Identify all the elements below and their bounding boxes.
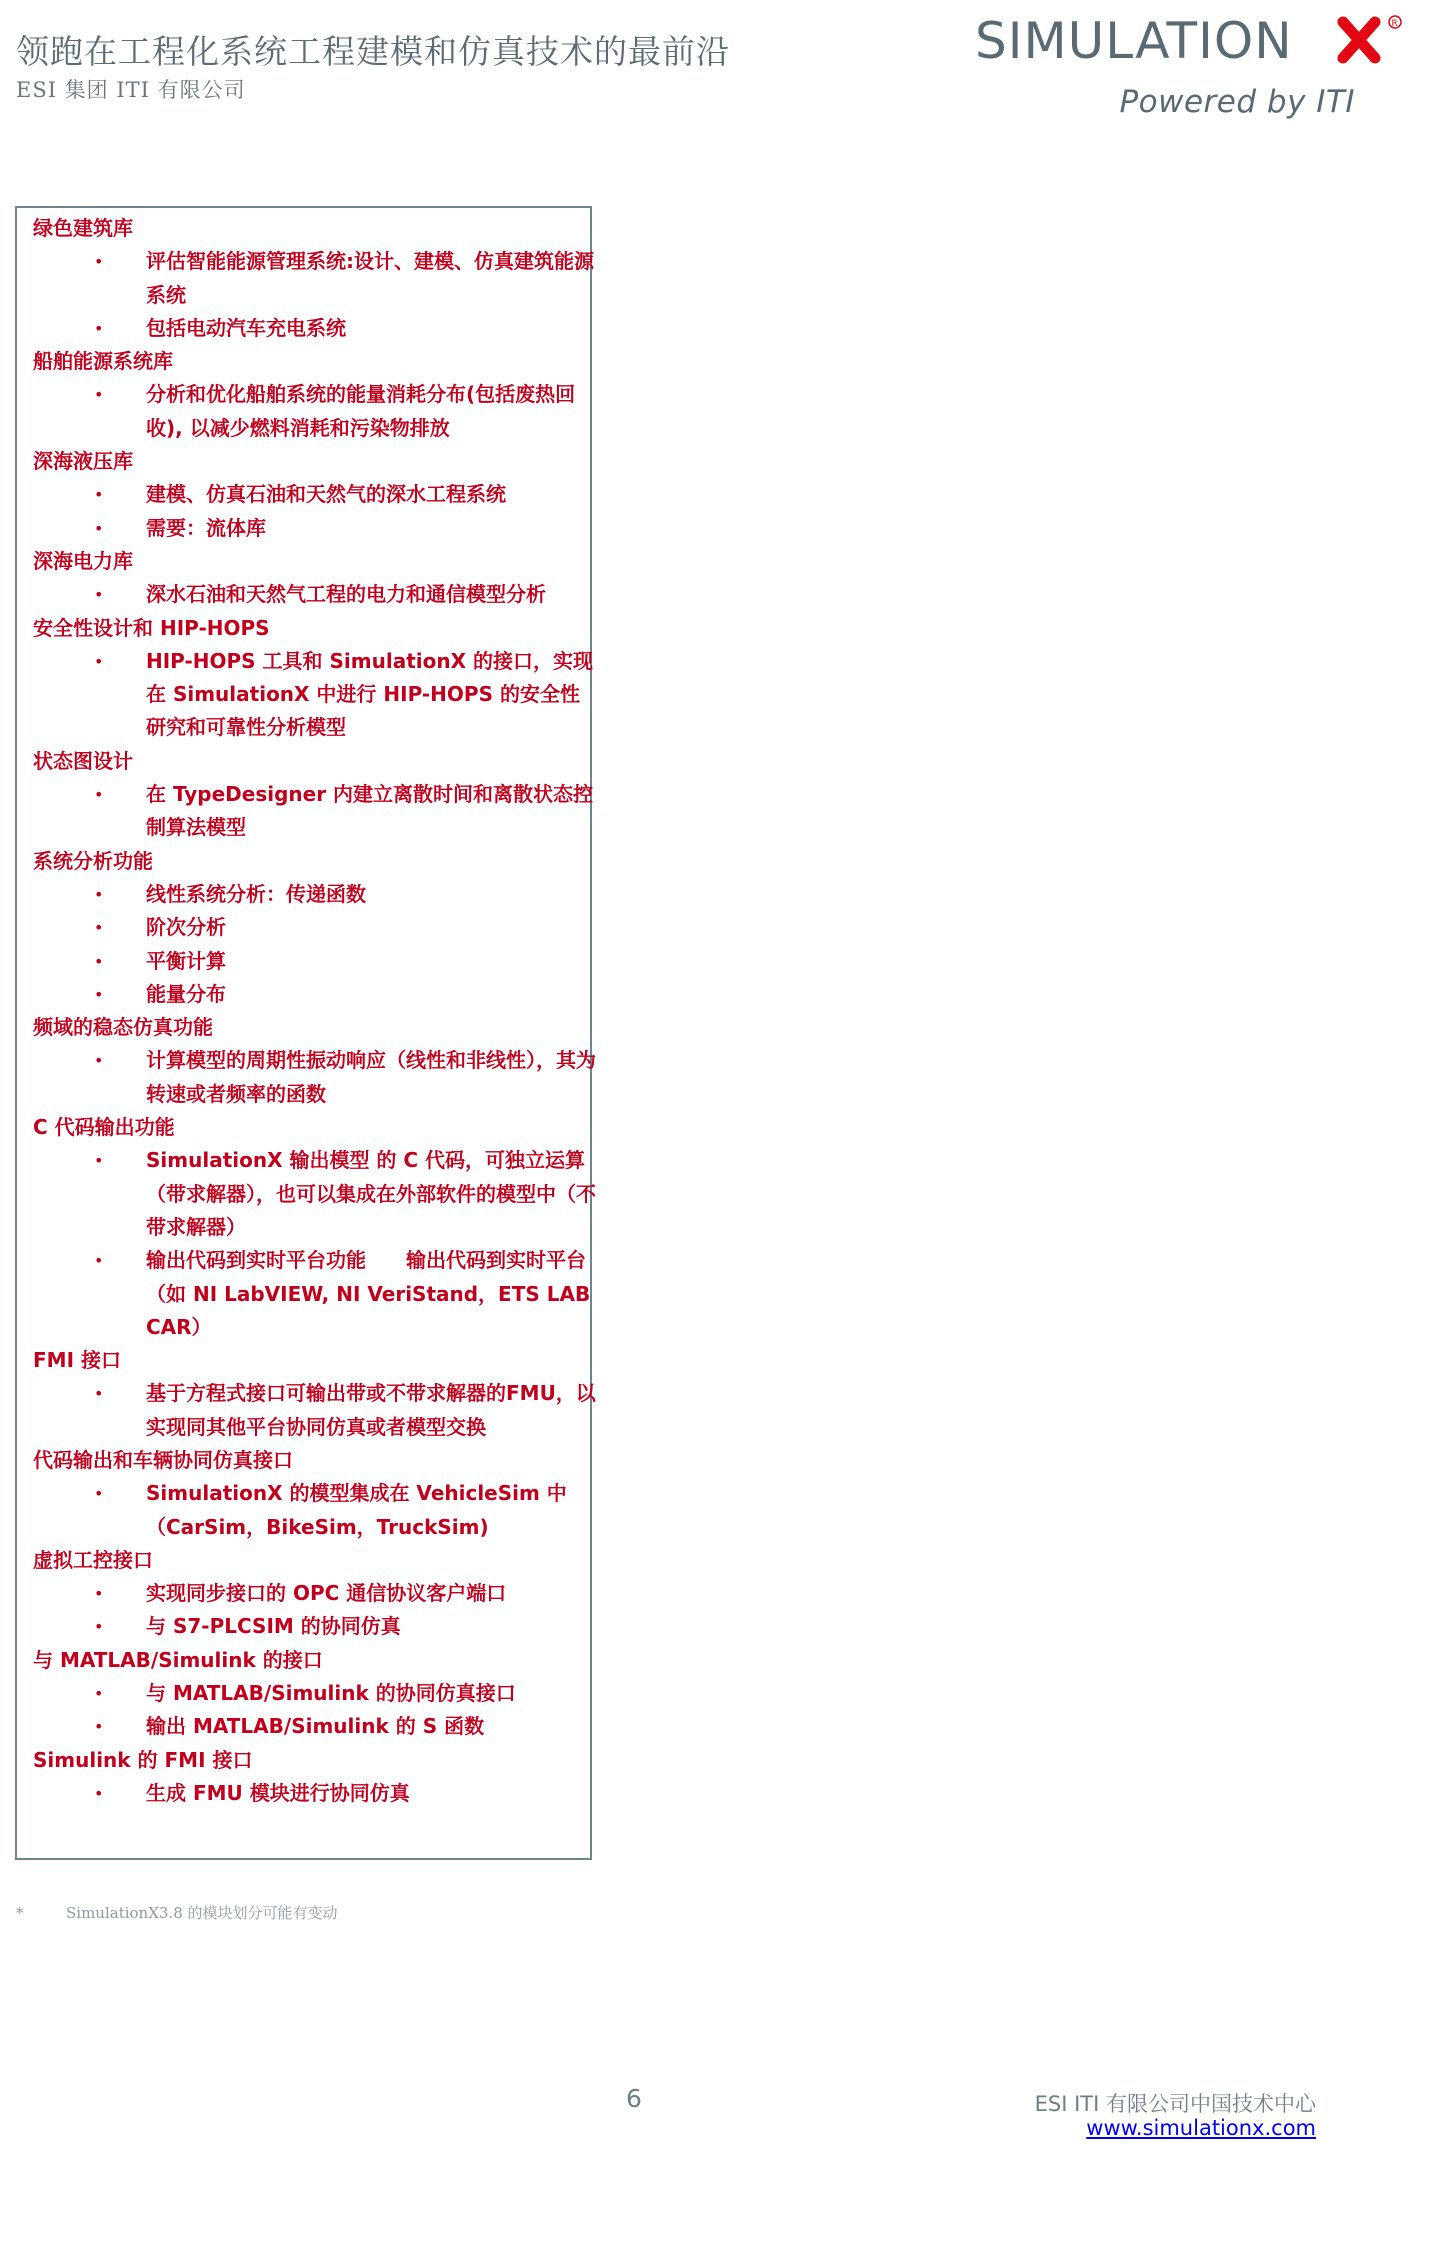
list-item-text: 在 TypeDesigner 内建立离散时间和离散状态控制算法模型 <box>146 782 594 840</box>
list-item-text: 需要：流体库 <box>146 515 266 540</box>
list-item <box>33 645 596 745</box>
list-item-text: 输出代码到实时平台功能 输出代码到实时平台（如 NI LabVIEW, NI VeriStand，ETS LABCAR） <box>146 1248 591 1339</box>
list-item <box>33 478 596 511</box>
footnote <box>16 1902 338 1923</box>
bullet-icon: • <box>94 1584 104 1604</box>
list-item-text: 基于方程式接口可输出带或不带求解器的FMU，以实现同其他平台协同仿真或者模型交换 <box>146 1381 596 1439</box>
list-item <box>33 1377 596 1444</box>
svg-text:R: R <box>1391 19 1398 29</box>
list-item <box>33 512 596 545</box>
bullet-icon: • <box>94 884 104 904</box>
simulationx-logo <box>975 8 1445 126</box>
list-item-text: SimulationX 的模型集成在 VehicleSim 中（CarSim，BikeSim，TruckSim) <box>146 1481 567 1539</box>
list-item <box>33 1610 596 1643</box>
list-item <box>33 1144 596 1244</box>
bullet-icon: • <box>94 984 104 1004</box>
list-item <box>33 878 596 911</box>
list-item-text: 包括电动汽车充电系统 <box>146 315 346 340</box>
list-item-text: 与 S7-PLCSIM 的协同仿真 <box>146 1614 401 1639</box>
feature-list <box>33 212 596 1810</box>
page-number: 6 <box>626 2084 642 2113</box>
section-title: C 代码输出功能 <box>33 1115 175 1140</box>
bullet-icon: • <box>94 1251 104 1271</box>
list-item <box>33 978 596 1011</box>
list-item <box>33 1677 596 1710</box>
bullet-icon: • <box>94 1617 104 1637</box>
logo-x-mark <box>1343 22 1375 58</box>
list-item-text: 计算模型的周期性振动响应（线性和非线性），其为转速或者频率的函数 <box>146 1048 596 1106</box>
section-title: 安全性设计和 HIP-HOPS <box>33 615 270 640</box>
bullet-icon: • <box>94 785 104 805</box>
bullet-icon: • <box>94 1684 104 1704</box>
bullet-icon: • <box>94 1783 104 1803</box>
list-item <box>33 378 596 445</box>
logo-text: SIMULATION <box>975 12 1293 70</box>
list-item-text: 评估智能能源管理系统:设计、建模、仿真建筑能源系统 <box>146 249 594 307</box>
bullet-icon: • <box>94 585 104 605</box>
section-title: 深海电力库 <box>33 548 133 573</box>
section-title: 系统分析功能 <box>33 848 153 873</box>
header-subtitle: ESI 集团 ITI 有限公司 <box>16 78 246 102</box>
list-item-text: 分析和优化船舶系统的能量消耗分布(包括废热回收), 以减少燃料消耗和污染物排放 <box>146 382 576 440</box>
list-item <box>33 245 596 312</box>
list-item-text: 输出 MATLAB/Simulink 的 S 函数 <box>146 1714 485 1739</box>
bullet-icon: • <box>94 318 104 338</box>
section-title: 虚拟工控接口 <box>33 1547 153 1572</box>
bullet-icon: • <box>94 1384 104 1404</box>
section-title: 与 MATLAB/Simulink 的接口 <box>33 1647 323 1672</box>
logo-tagline: Powered by ITI <box>1119 84 1355 120</box>
list-item-text: SimulationX 输出模型 的 C 代码，可独立运算（带求解器），也可以集成在外部软件的模型中（不带求解器） <box>146 1148 596 1239</box>
footnote-text: SimulationX3.8 的模块划分可能有变动 <box>66 1904 338 1922</box>
bullet-icon: • <box>94 252 104 272</box>
list-item <box>33 312 596 345</box>
list-item-text: 生成 FMU 模块进行协同仿真 <box>146 1780 410 1805</box>
list-item-text: 平衡计算 <box>146 948 226 973</box>
footer-company: ESI ITI 有限公司中国技术中心 <box>1034 2092 1316 2116</box>
list-item-text: 与 MATLAB/Simulink 的协同仿真接口 <box>146 1681 516 1706</box>
header-title: 领跑在工程化系统工程建模和仿真技术的最前沿 <box>16 32 730 71</box>
section-title: FMI 接口 <box>33 1348 121 1373</box>
bullet-icon: • <box>94 1484 104 1504</box>
list-item <box>33 578 596 611</box>
list-item-text: 阶次分析 <box>146 915 226 940</box>
footnote-marker: * <box>16 1904 24 1922</box>
list-item-text: 深水石油和天然气工程的电力和通信模型分析 <box>146 582 546 607</box>
list-item <box>33 1044 596 1111</box>
bullet-icon: • <box>94 1717 104 1737</box>
list-item <box>33 1577 596 1610</box>
list-item <box>33 778 596 845</box>
list-item <box>33 911 596 944</box>
list-item <box>33 1710 596 1743</box>
list-item-text: 线性系统分析：传递函数 <box>146 881 366 906</box>
list-item <box>33 1777 596 1810</box>
feature-list-box <box>15 206 596 1860</box>
list-item <box>33 1477 596 1544</box>
list-item-text: 建模、仿真石油和天然气的深水工程系统 <box>146 482 506 507</box>
list-item <box>33 945 596 978</box>
bullet-icon: • <box>94 485 104 505</box>
section-title: 状态图设计 <box>33 748 133 773</box>
bullet-icon: • <box>94 918 104 938</box>
section-title: 代码输出和车辆协同仿真接口 <box>33 1447 293 1472</box>
bullet-icon: • <box>94 1151 104 1171</box>
section-title: 深海液压库 <box>33 449 133 474</box>
bullet-icon: • <box>94 951 104 971</box>
logo-wordmark <box>975 8 1445 88</box>
section-title: 频域的稳态仿真功能 <box>33 1015 213 1040</box>
list-item-text: HIP-HOPS 工具和 SimulationX 的接口，实现在 SimulationX 中进行 HIP-HOPS 的安全性研究和可靠性分析模型 <box>146 648 593 740</box>
bullet-icon: • <box>94 385 104 405</box>
bullet-icon: • <box>94 651 104 671</box>
list-item-text: 实现同步接口的 OPC 通信协议客户端口 <box>146 1581 507 1606</box>
bullet-icon: • <box>94 1051 104 1071</box>
list-item <box>33 1244 596 1344</box>
section-title: Simulink 的 FMI 接口 <box>33 1747 253 1772</box>
section-title: 绿色建筑库 <box>33 216 133 240</box>
list-item-text: 能量分布 <box>146 981 226 1006</box>
bullet-icon: • <box>94 518 104 538</box>
footer-url-link[interactable]: www.simulationx.com <box>1086 2116 1316 2140</box>
section-title: 船舶能源系统库 <box>33 349 173 374</box>
